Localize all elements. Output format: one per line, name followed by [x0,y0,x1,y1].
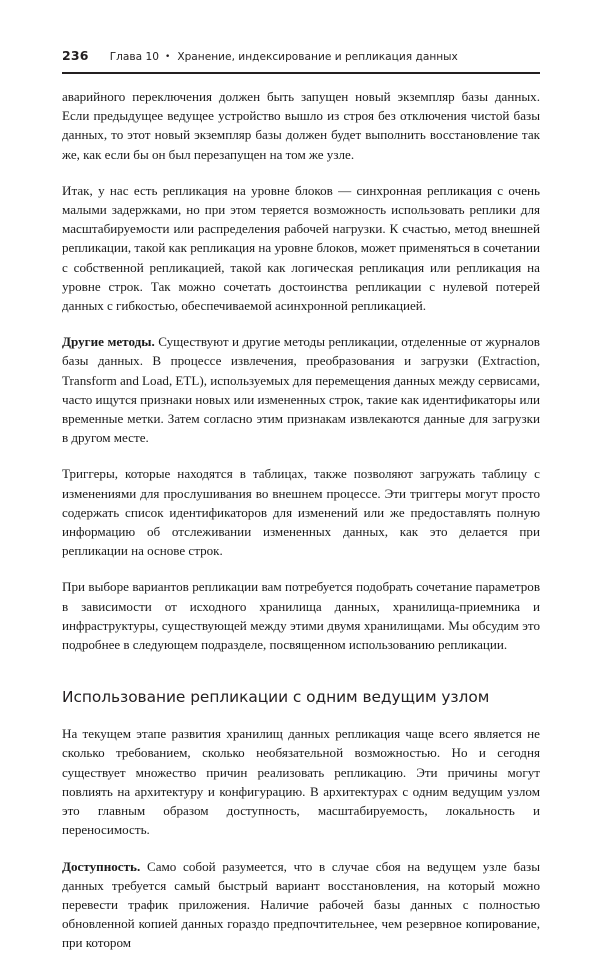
page-number: 236 [62,48,89,63]
paragraph-2 [62,181,540,315]
paragraph-7 [62,857,540,953]
paragraph-3-lead: Другие методы. [62,334,155,350]
text-column [62,87,540,953]
running-head [62,48,540,63]
paragraph-5 [62,577,540,654]
paragraph-1-text: аварийного переключения должен быть запущен новый экземпляр базы данных. Если предыдущее ведущее устройство вышло из строя без отключения чистой базы данных, то этот новый экземпляр базы должен будет выполнить восстановление так же, как если бы он был перезапущен на том же узле. [62,89,540,162]
paragraph-5-text: При выборе вариантов репликации вам потребуется подобрать сочетание параметров в зависимости от исходного хранилища данных, хранилища-приемника и инфраструктуры, существующей между этими двумя хранилищами. Мы обсудим это подробнее в следующем подразделе, посвященном использованию репликации. [62,579,540,653]
separator-bullet: • [165,52,171,62]
paragraph-1 [62,87,540,164]
paragraph-7-lead: Доступность. [62,858,141,874]
chapter-label: Глава 10 [109,51,160,63]
heading-spacer-bottom [62,707,540,724]
heading-spacer-top [62,671,540,687]
paragraph-3 [62,332,540,447]
section-heading: Использование репликации с одним ведущим узлом [62,688,490,707]
paragraph-7-text: Само собой разумеется, что в случае сбоя на ведущем узле базы данных требуется самый быстрый вариант восстановления, на который можно перевести трафик приложения. Наличие рабочей базы данных с полностью обновленной копией данных гораздо предпочтительнее, чем резервное копирование, при котором [62,858,540,951]
paragraph-6 [62,724,540,839]
paragraph-4-text: Триггеры, которые находятся в таблицах, также позволяют загружать таблицу с изменениями для прослушивания во внешнем процессе. Эти триггеры могут просто содержать список идентификаторов для изменений или же предоставлять полную информацию об отслеживании измененных данных, как это делается при репликации на основе строк. [62,466,540,559]
header-rule [62,72,540,74]
chapter-title: Хранение, индексирование и репликация данных [177,51,458,63]
paragraph-3-text: Существуют и другие методы репликации, отделенные от журналов базы данных. В процессе извлечения, преобразования и загрузки (Extraction, Transform and Load, ETL), используемых для перемещения данных между сервисами, часто ищутся признаки новых или измененных строк, такие как идентификаторы или временные метки. Затем согласно этим признакам извлекаются данные для загрузки в другом месте. [62,334,540,446]
paragraph-2-text: Итак, у нас есть репликация на уровне блоков — синхронная репликация с очень малыми задержками, но при этом теряется возможность использовать реплики для масштабируемости или распределения рабочей нагрузки. К счастью, метод внешней репликации, такой как репликация на уровне блоков, может применяться в сочетании с собственной репликацией, такой как логическая репликация или репликация на уровне строк. Так можно сочетать достоинства репликации с нулевой потерей данных с гибкостью, обеспечиваемой асинхронной репликацией. [62,182,540,314]
paragraph-6-text: На текущем этапе развития хранилищ данных репликация чаще всего является не сколько требованием, сколько необязательной возможностью. Но и сегодня существует множество причин реализовать репликацию. Эти причины могут повлиять на архитектуру и конфигурацию. В архитектурах с одним ведущим узлом это главным образом доступность, масштабируемость, локальность и переносимость. [62,726,540,838]
paragraph-4 [62,464,540,560]
